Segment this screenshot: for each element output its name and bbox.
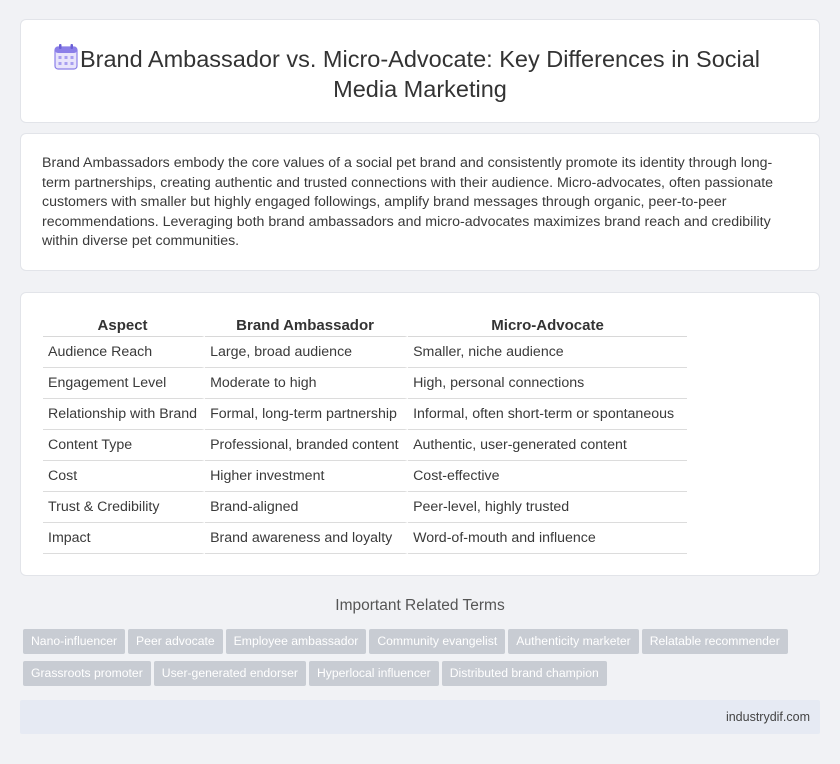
footer-site-link[interactable]: industrydif.com [725, 710, 810, 724]
tag-peer-advocate[interactable]: Peer advocate [128, 629, 223, 654]
table-cell: Audience Reach [43, 337, 205, 368]
table-cell: Professional, branded content [205, 430, 408, 461]
tag-grassroots-promoter[interactable]: Grassroots promoter [23, 661, 151, 686]
table-cell: Trust & Credibility [43, 492, 205, 523]
intro-paragraph: Brand Ambassadors embody the core values of a social pet brand and consistently promote its identity through long-term partnerships, creating authentic and trusted connections with their audience. Micro-advocates, often passionate customers with smaller but highly engaged followings, amplify brand messages through organic, peer-to-peer recommendations. Leveraging both brand ambassadors and micro-advocates maximizes brand reach and credibility within diverse pet communities. [42, 155, 774, 249]
table-cell: Cost-effective [408, 461, 687, 492]
table-cell: Engagement Level [43, 368, 205, 399]
table-cell: Brand-aligned [205, 492, 408, 523]
tag-authenticity-marketer[interactable]: Authenticity marketer [508, 629, 638, 654]
table-row [43, 492, 687, 523]
table-row [43, 430, 687, 461]
table-header-row [43, 315, 687, 337]
table-row [43, 337, 687, 368]
table-cell: High, personal connections [408, 368, 687, 399]
table-cell: Brand awareness and loyalty [205, 523, 408, 554]
table-cell: Cost [43, 461, 205, 492]
table-row [43, 399, 687, 430]
header-brand-ambassador: Brand Ambassador [205, 315, 408, 337]
comparison-table [43, 315, 687, 554]
table-cell: Word-of-mouth and influence [408, 523, 687, 554]
page-title-line1: Brand Ambassador vs. Micro-Advocate: Key Differences in Social [79, 46, 761, 72]
page-title [21, 44, 819, 104]
page-title-line2: Media Marketing [333, 76, 507, 102]
tag-relatable-recommender[interactable]: Relatable recommender [642, 629, 788, 654]
tag-hyperlocal-influencer[interactable]: Hyperlocal influencer [309, 661, 439, 686]
table-cell: Peer-level, highly trusted [408, 492, 687, 523]
related-terms-title: Important Related Terms [335, 597, 505, 614]
tag-distributed-brand-champion[interactable]: Distributed brand champion [442, 661, 607, 686]
tag-nano-influencer[interactable]: Nano-influencer [23, 629, 125, 654]
table-row [43, 461, 687, 492]
intro-card [20, 133, 820, 271]
related-terms-tags [23, 629, 823, 693]
title-card [20, 19, 820, 123]
table-cell: Smaller, niche audience [408, 337, 687, 368]
table-cell: Impact [43, 523, 205, 554]
header-micro-advocate: Micro-Advocate [408, 315, 687, 337]
table-cell: Large, broad audience [205, 337, 408, 368]
table-cell: Higher investment [205, 461, 408, 492]
table-row [43, 368, 687, 399]
table-cell: Relationship with Brand [43, 399, 205, 430]
table-cell: Formal, long-term partnership [205, 399, 408, 430]
header-aspect: Aspect [43, 315, 205, 337]
tag-employee-ambassador[interactable]: Employee ambassador [226, 629, 367, 654]
table-cell: Authentic, user-generated content [408, 430, 687, 461]
table-cell: Content Type [43, 430, 205, 461]
tag-user-generated-endorser[interactable]: User-generated endorser [154, 661, 306, 686]
table-cell: Informal, often short-term or spontaneous [408, 399, 687, 430]
table-cell: Moderate to high [205, 368, 408, 399]
table-row [43, 523, 687, 554]
comparison-card [20, 292, 820, 576]
footer [20, 700, 820, 734]
tag-community-evangelist[interactable]: Community evangelist [369, 629, 505, 654]
